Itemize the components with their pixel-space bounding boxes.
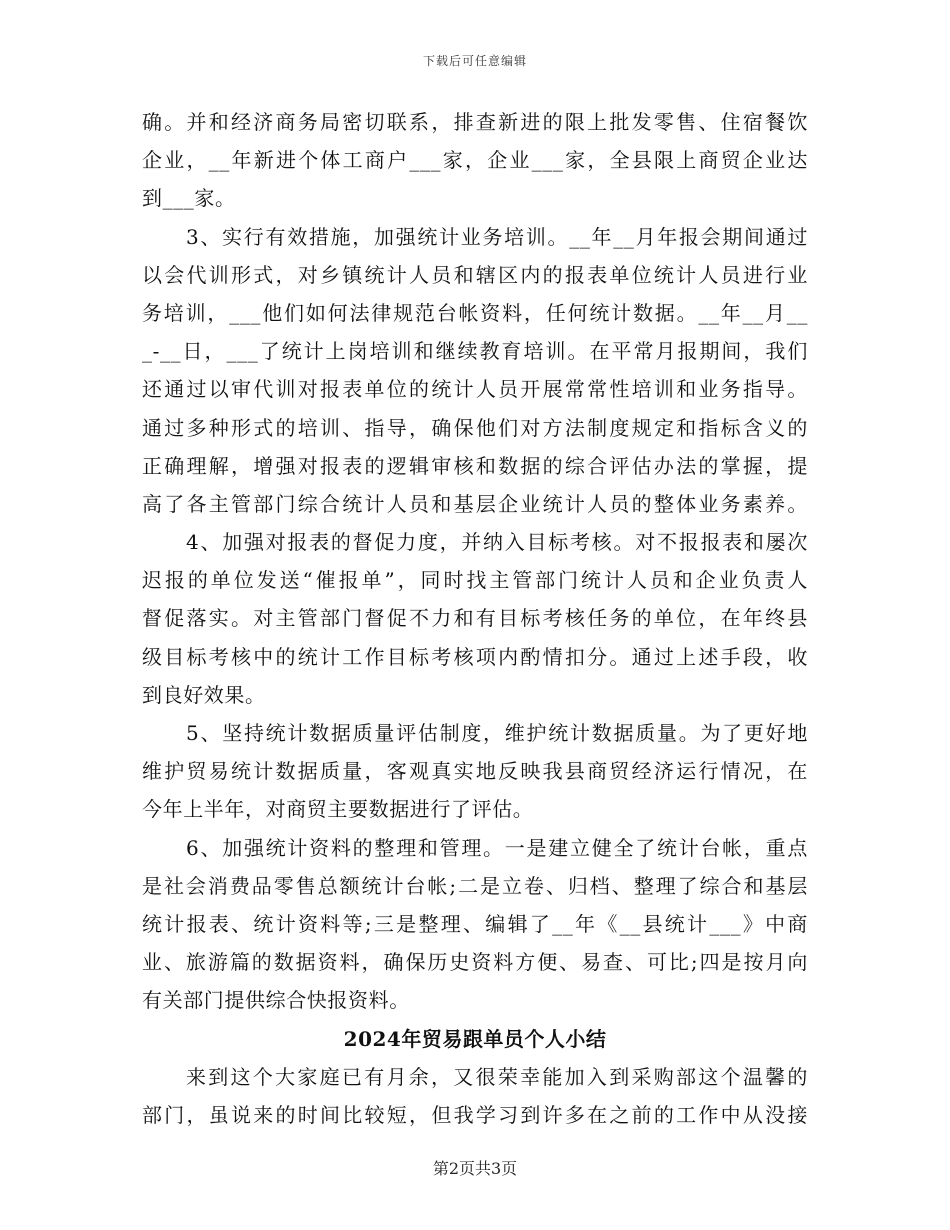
paragraph-start-line: 4、加强对报表的督促力度，并纳入目标考核。对不报报表和屡次 bbox=[186, 530, 808, 555]
text-line: 确。并和经济商务局密切联系，排查新进的限上批发零售、住宿餐饮 bbox=[142, 110, 808, 134]
text-line: 业、旅游篇的数据资料，确保历史资料方便、易查、可比;四是按月向 bbox=[142, 950, 808, 975]
text-line: 正确理解，增强对报表的逻辑审核和数据的综合评估办法的掌握，提 bbox=[142, 453, 808, 478]
text-line: 督促落实。对主管部门督促不力和有目标考核任务的单位，在年终县 bbox=[142, 606, 808, 631]
paragraph-end-line: 有关部门提供综合快报资料。 bbox=[142, 988, 410, 1013]
text-line: 企业，__年新进个体工商户___家，企业___家，全县限上商贸企业达 bbox=[142, 148, 808, 173]
header-note: 下载后可任意编辑 bbox=[422, 54, 527, 68]
document-body bbox=[142, 103, 808, 1134]
paragraph-end-line: 到___家。 bbox=[142, 186, 236, 211]
text-line: 通过多种形式的培训、指导，确保他们对方法制度规定和指标含义的 bbox=[142, 415, 808, 440]
text-line: 还通过以审代训对报表单位的统计人员开展常常性培训和业务指导。 bbox=[142, 377, 808, 402]
text-line: 级目标考核中的统计工作目标考核项内酌情扣分。通过上述手段，收 bbox=[142, 644, 808, 669]
text-line: 以会代训形式，对乡镇统计人员和辖区内的报表单位统计人员进行业 bbox=[142, 262, 808, 287]
paragraph-start-line: 5、坚持统计数据质量评估制度，维护统计数据质量。为了更好地 bbox=[186, 721, 808, 745]
text-line: 务培训，___他们如何法律规范台帐资料，任何统计数据。__年__月__ bbox=[142, 300, 808, 325]
text-line: 是社会消费品零售总额统计台帐;二是立卷、归档、整理了综合和基层 bbox=[142, 873, 808, 898]
text-line: 高了各主管部门综合统计人员和基层企业统计人员的整体业务素养。 bbox=[142, 491, 808, 516]
section-title: 2024年贸易跟单员个人小结 bbox=[343, 1026, 607, 1051]
paragraph-start-line: 6、加强统计资料的整理和管理。一是建立健全了统计台帐，重点 bbox=[186, 835, 808, 860]
page-number: 第2页共3页 bbox=[432, 1159, 518, 1178]
paragraph-start-line: 来到这个大家庭已有月余，又很荣幸能加入到采购部这个温馨的 bbox=[186, 1064, 808, 1089]
text-line: 统计报表、统计资料等;三是整理、编辑了__年《__县统计___》中商 bbox=[142, 911, 808, 936]
paragraph-end-line: 到良好效果。 bbox=[142, 682, 266, 707]
text-line: 维护贸易统计数据质量，客观真实地反映我县商贸经济运行情况，在 bbox=[142, 759, 808, 784]
text-line: _-__日，___了统计上岗培训和继续教育培训。在平常月报期间，我们 bbox=[142, 339, 808, 364]
text-line: 部门，虽说来的时间比较短，但我学习到许多在之前的工作中从没接 bbox=[142, 1102, 808, 1127]
paragraph-end-line: 今年上半年，对商贸主要数据进行了评估。 bbox=[142, 797, 534, 822]
paragraph-start-line: 3、实行有效措施，加强统计业务培训。__年__月年报会期间通过 bbox=[186, 224, 808, 249]
text-line: 迟报的单位发送“催报单”，同时找主管部门统计人员和企业负责人 bbox=[142, 568, 808, 593]
